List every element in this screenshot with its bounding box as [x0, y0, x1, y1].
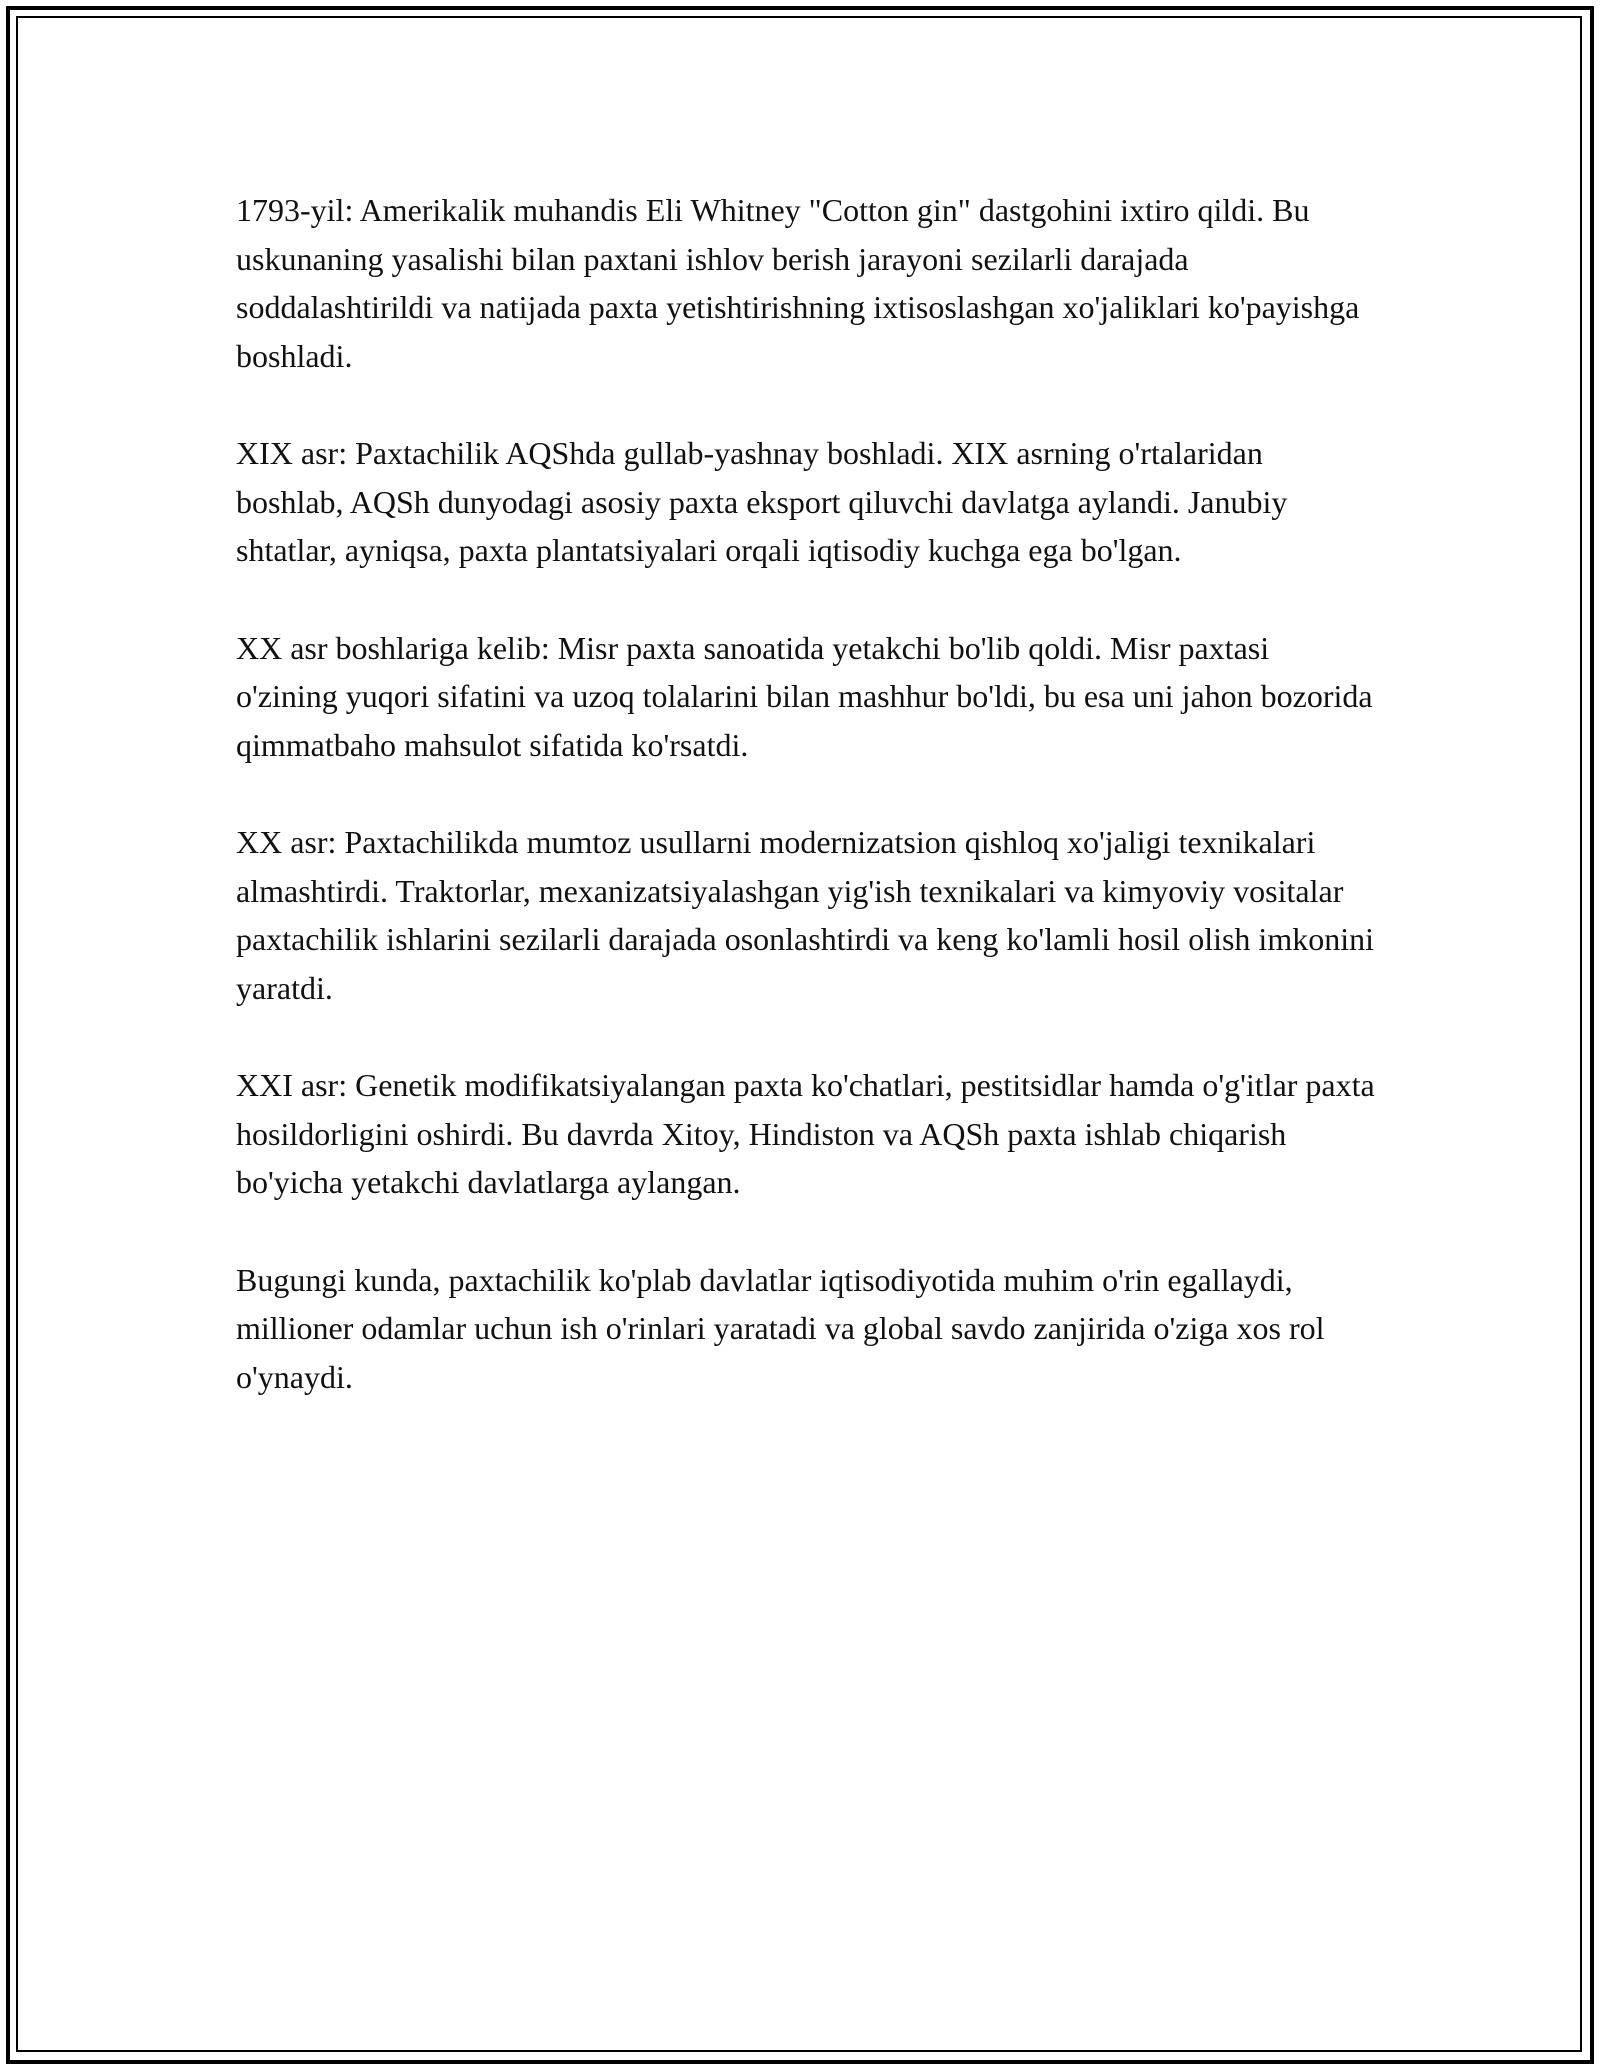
paragraph-early-xx-century: XX asr boshlariga kelib: Misr paxta sanoatida yetakchi bo'lib qoldi. Misr paxtasi o'zining yuqori sifatini va uzoq tolalarini bilan mashhur bo'ldi, bu esa uni jahon bozorida qimmatbaho mahsulot sifatida ko'rsatdi. [236, 629, 1373, 763]
paragraph-1793: 1793-yil: Amerikalik muhandis Eli Whitney "Cotton gin" dastgohini ixtiro qildi. Bu uskunaning yasalishi bilan paxtani ishlov berish jarayoni sezilarli darajada soddalashtirildi va natijada paxta yetishtirishning ixtisoslashgan xo'jaliklari ko'payishga boshladi. [236, 192, 1360, 374]
paragraph-xx-century: XX asr: Paxtachilikda mumtoz usullarni modernizatsion qishloq xo'jaligi texnikalari almashtirdi. Traktorlar, mexanizatsiyalashgan yig'ish texnikalari va kimyoviy vositalar paxtachilik ishlarini sezilarli darajada osonlashtirdi va keng ko'lamli hosil olish imkonini yaratdi. [236, 824, 1374, 1006]
paragraph-xxi-century: XXI asr: Genetik modifikatsiyalangan paxta ko'chatlari, pestitsidlar hamda o'g'itlar paxta hosildorligini oshirdi. Bu davrda Xitoy, Hindiston va AQSh paxta ishlab chiqarish bo'yicha yetakchi davlatlarga aylangan. [236, 1067, 1375, 1200]
paragraph-today: Bugungi kunda, paxtachilik ko'plab davlatlar iqtisodiyotida muhim o'rin egallaydi, millioner odamlar uchun ish o'rinlari yaratadi va global savdo zanjirida o'ziga xos rol o'ynaydi. [236, 1261, 1325, 1395]
document-body [236, 186, 1376, 1450]
paragraph-xix-century: XIX asr: Paxtachilik AQShda gullab-yashnay boshladi. XIX asrning o'rtalaridan boshlab, AQSh dunyodagi asosiy paxta eksport qiluvchi davlatga aylandi. Janubiy shtatlar, ayniqsa, paxta plantatsiyalari orqali iqtisodiy kuchga ega bo'lgan. [236, 435, 1288, 568]
